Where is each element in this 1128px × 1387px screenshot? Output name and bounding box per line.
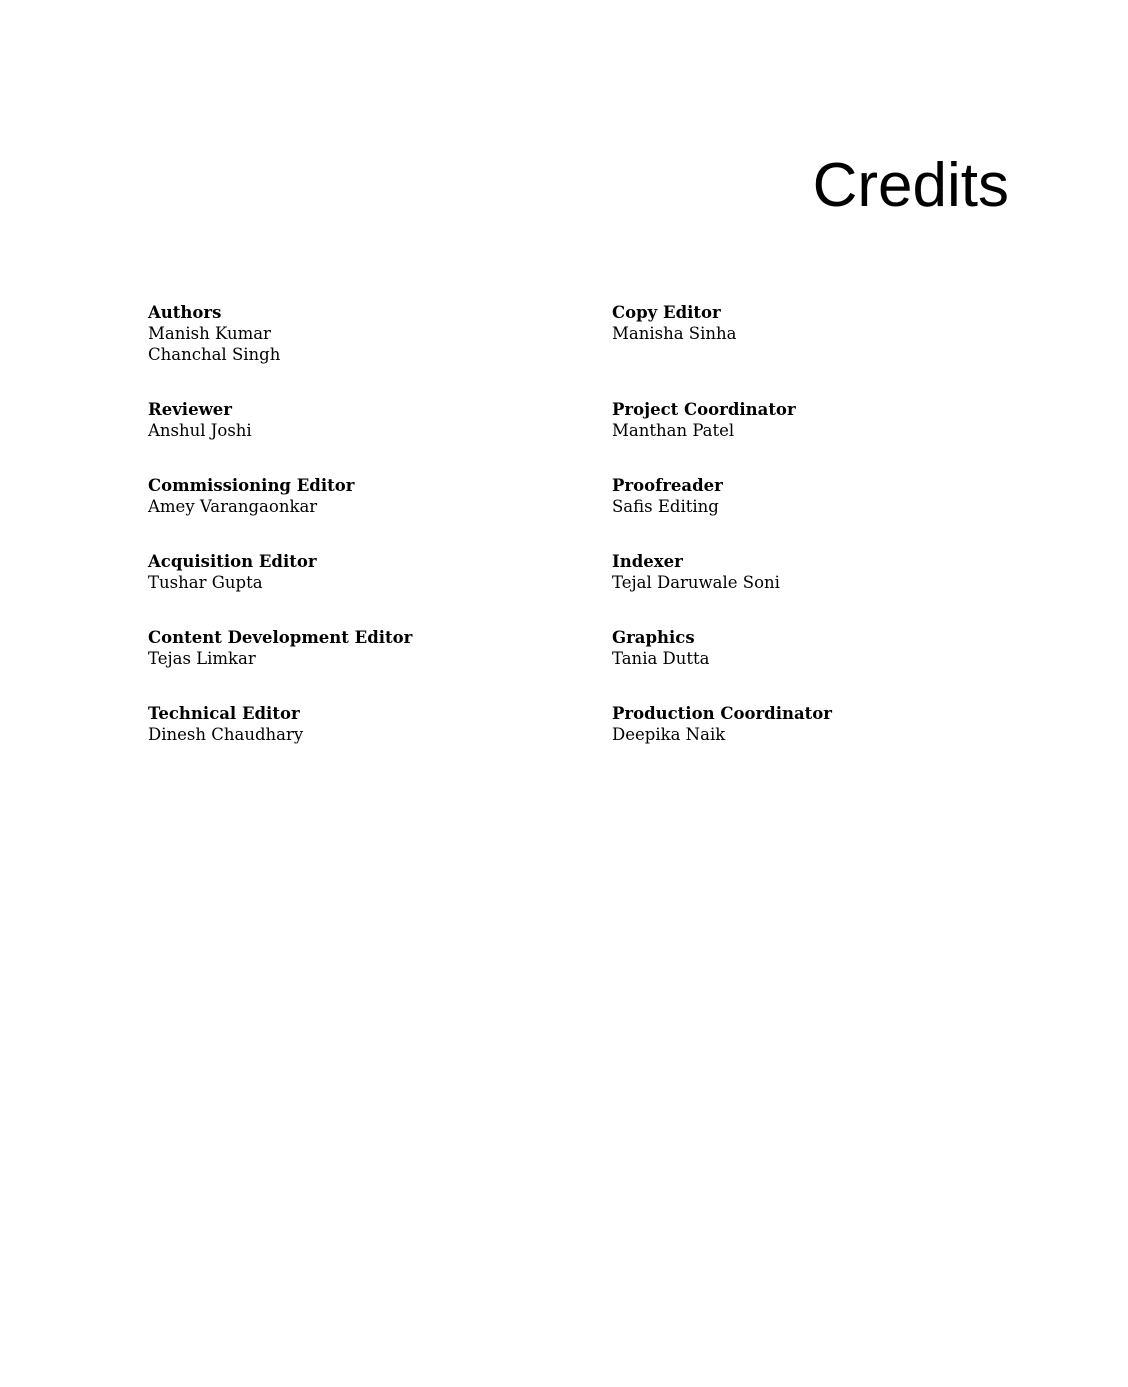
credit-role: Project Coordinator [612, 400, 796, 419]
credit-name: Manisha Sinha [612, 324, 737, 343]
credit-name: Tushar Gupta [148, 573, 263, 592]
credit-name: Manish Kumar [148, 324, 271, 343]
credit-indexer [612, 551, 1032, 593]
credit-name: Manthan Patel [612, 421, 735, 440]
credit-role: Commissioning Editor [148, 476, 355, 495]
credit-role: Authors [148, 303, 222, 322]
credit-technical-editor [148, 703, 568, 745]
credit-role: Indexer [612, 552, 683, 571]
page-title: Credits [812, 151, 1009, 220]
credit-role: Production Coordinator [612, 704, 832, 723]
credit-graphics [612, 627, 1032, 669]
credit-name: Tejal Daruwale Soni [612, 573, 780, 592]
credit-commissioning-editor [148, 475, 568, 517]
credit-name: Safis Editing [612, 497, 719, 516]
credit-role: Proofreader [612, 476, 723, 495]
credit-name: Deepika Naik [612, 725, 726, 744]
credit-acquisition-editor [148, 551, 568, 593]
credit-role: Content Development Editor [148, 628, 413, 647]
credit-name: Amey Varangaonkar [148, 497, 318, 516]
credit-role: Acquisition Editor [148, 552, 317, 571]
credits-right-column [612, 302, 1032, 779]
credit-name: Tejas Limkar [148, 649, 256, 668]
credit-project-coordinator [612, 399, 1032, 441]
credits-left-column [148, 302, 568, 779]
credit-name: Dinesh Chaudhary [148, 725, 304, 744]
credit-name: Tania Dutta [612, 649, 710, 668]
credit-authors [148, 302, 568, 365]
credit-role: Technical Editor [148, 704, 300, 723]
credit-name: Chanchal Singh [148, 345, 281, 364]
credit-proofreader [612, 475, 1032, 517]
credit-role: Graphics [612, 628, 695, 647]
credit-role: Reviewer [148, 400, 232, 419]
credit-role: Copy Editor [612, 303, 721, 322]
credit-production-coordinator [612, 703, 1032, 745]
credit-reviewer [148, 399, 568, 441]
credit-copy-editor [612, 302, 1032, 344]
credit-content-development-editor [148, 627, 568, 669]
credit-name: Anshul Joshi [148, 421, 252, 440]
